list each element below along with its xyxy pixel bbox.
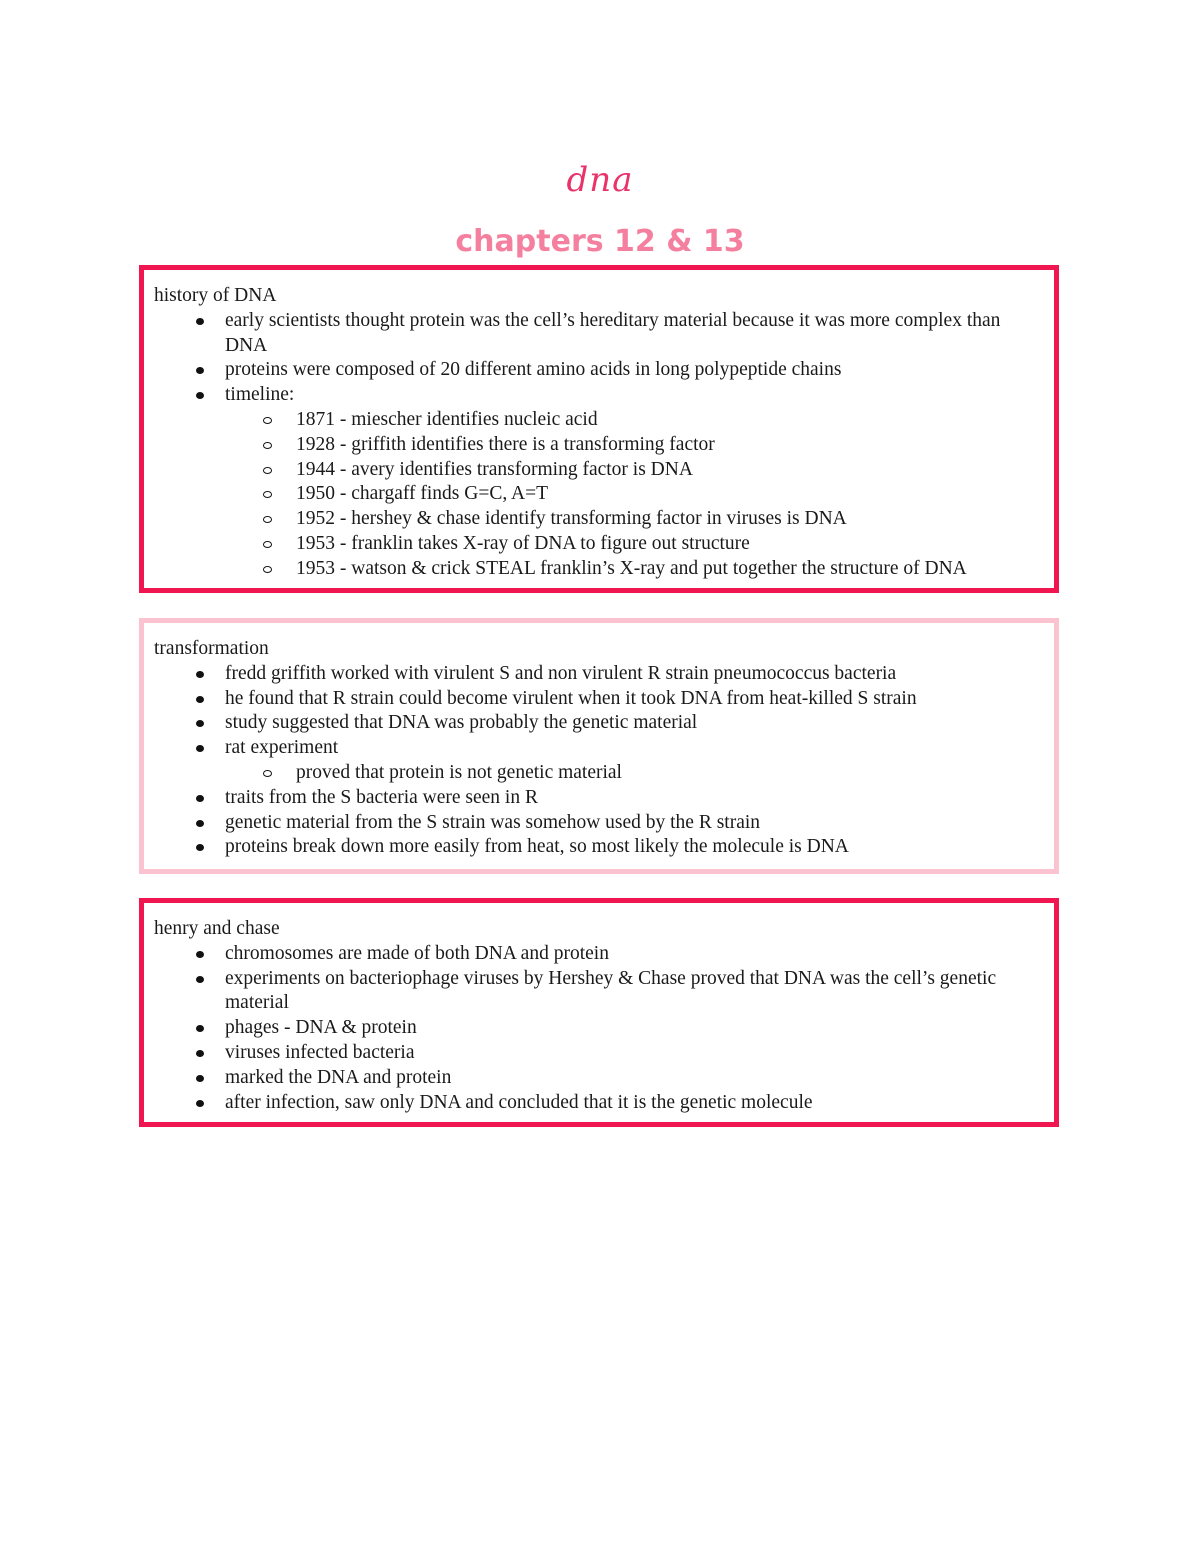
bullet-circle-icon [263, 541, 272, 548]
bullet-disc-icon [196, 820, 204, 827]
bullet-disc-icon [196, 1050, 204, 1057]
bullet-list [154, 942, 1044, 1116]
bullet-disc-icon [196, 1100, 204, 1107]
section-transformation [139, 618, 1059, 874]
sub-list-item [154, 532, 1044, 557]
sub-list-item [154, 458, 1044, 483]
section-heading: history of DNA [154, 285, 277, 306]
list-item [154, 811, 1044, 836]
sub-list-item-text: 1953 - watson & crick STEAL franklin’s X-ray and put together the structure of DNA [296, 557, 967, 579]
list-item-text: timeline: [225, 384, 295, 406]
bullet-circle-icon [263, 442, 272, 449]
sub-list-item-text: 1952 - hershey & chase identify transforming factor in viruses is DNA [296, 508, 847, 530]
list-item [154, 1016, 1044, 1041]
bullet-disc-icon [196, 1025, 204, 1032]
bullet-list [154, 662, 1044, 860]
list-item-text: he found that R strain could become virulent when it took DNA from heat-killed S strain [225, 687, 917, 709]
document-subtitle: chapters 12 & 13 [455, 224, 745, 259]
section-heading: transformation [154, 638, 269, 659]
bullet-circle-icon [263, 566, 272, 573]
bullet-disc-icon [196, 671, 204, 678]
bullet-disc-icon [196, 844, 204, 851]
list-item [154, 942, 1044, 967]
bullet-circle-icon [263, 491, 272, 498]
list-item-text: proteins break down more easily from heat, so most likely the molecule is DNA [225, 836, 849, 858]
sub-list-item-text: 1928 - griffith identifies there is a transforming factor [296, 433, 715, 455]
bullet-disc-icon [196, 367, 204, 374]
list-item [154, 736, 1044, 761]
sub-list-item-text: 1944 - avery identifies transforming factor is DNA [296, 458, 693, 480]
list-item [154, 835, 1044, 860]
list-item-text: early scientists thought protein was the cell’s hereditary material because it was more complex than DNA [225, 309, 1001, 356]
list-item [154, 309, 1044, 359]
list-item [154, 662, 1044, 687]
sub-list-item [154, 507, 1044, 532]
bullet-disc-icon [196, 745, 204, 752]
bullet-disc-icon [196, 795, 204, 802]
bullet-disc-icon [196, 392, 204, 399]
list-item [154, 786, 1044, 811]
section-henry-and-chase [139, 898, 1059, 1127]
list-item-text: genetic material from the S strain was somehow used by the R strain [225, 811, 761, 833]
bullet-disc-icon [196, 976, 204, 983]
bullet-disc-icon [196, 720, 204, 727]
bullet-circle-icon [263, 467, 272, 474]
sub-list-item [154, 408, 1044, 433]
sub-list-item-text: 1871 - miescher identifies nucleic acid [296, 408, 598, 430]
bullet-disc-icon [196, 318, 204, 325]
bullet-circle-icon [263, 770, 272, 777]
list-item-text: after infection, saw only DNA and concluded that it is the genetic molecule [225, 1091, 813, 1113]
section-history-of-dna [139, 265, 1059, 593]
sub-list-item [154, 482, 1044, 507]
sub-list-item [154, 557, 1044, 582]
list-item [154, 1041, 1044, 1066]
list-item-text: study suggested that DNA was probably the genetic material [225, 712, 698, 734]
bullet-disc-icon [196, 696, 204, 703]
list-item [154, 383, 1044, 408]
list-item-text: traits from the S bacteria were seen in R [225, 786, 538, 808]
list-item-text: viruses infected bacteria [225, 1041, 415, 1063]
document-title: dna [566, 160, 634, 200]
list-item [154, 1091, 1044, 1116]
list-item [154, 687, 1044, 712]
bullet-list [154, 309, 1044, 582]
list-item [154, 711, 1044, 736]
bullet-disc-icon [196, 1075, 204, 1082]
sub-list-item-text: 1950 - chargaff finds G=C, A=T [296, 483, 548, 505]
list-item-text: fredd griffith worked with virulent S and non virulent R strain pneumococcus bacteria [225, 662, 897, 684]
section-heading: henry and chase [154, 918, 280, 939]
sub-list-item-text: proved that protein is not genetic material [296, 761, 622, 783]
list-item-text: chromosomes are made of both DNA and protein [225, 942, 609, 964]
list-item [154, 1066, 1044, 1091]
list-item-text: proteins were composed of 20 different amino acids in long polypeptide chains [225, 359, 842, 381]
bullet-circle-icon [263, 516, 272, 523]
list-item-text: experiments on bacteriophage viruses by Hershey & Chase proved that DNA was the cell’s genetic material [225, 967, 997, 1014]
sub-list-item [154, 761, 1044, 786]
list-item [154, 967, 1044, 1017]
bullet-disc-icon [196, 951, 204, 958]
list-item-text: phages - DNA & protein [225, 1017, 417, 1039]
sub-list-item [154, 433, 1044, 458]
list-item-text: rat experiment [225, 737, 339, 759]
list-item [154, 358, 1044, 383]
bullet-circle-icon [263, 417, 272, 424]
sub-list-item-text: 1953 - franklin takes X-ray of DNA to figure out structure [296, 532, 750, 554]
list-item-text: marked the DNA and protein [225, 1066, 452, 1088]
